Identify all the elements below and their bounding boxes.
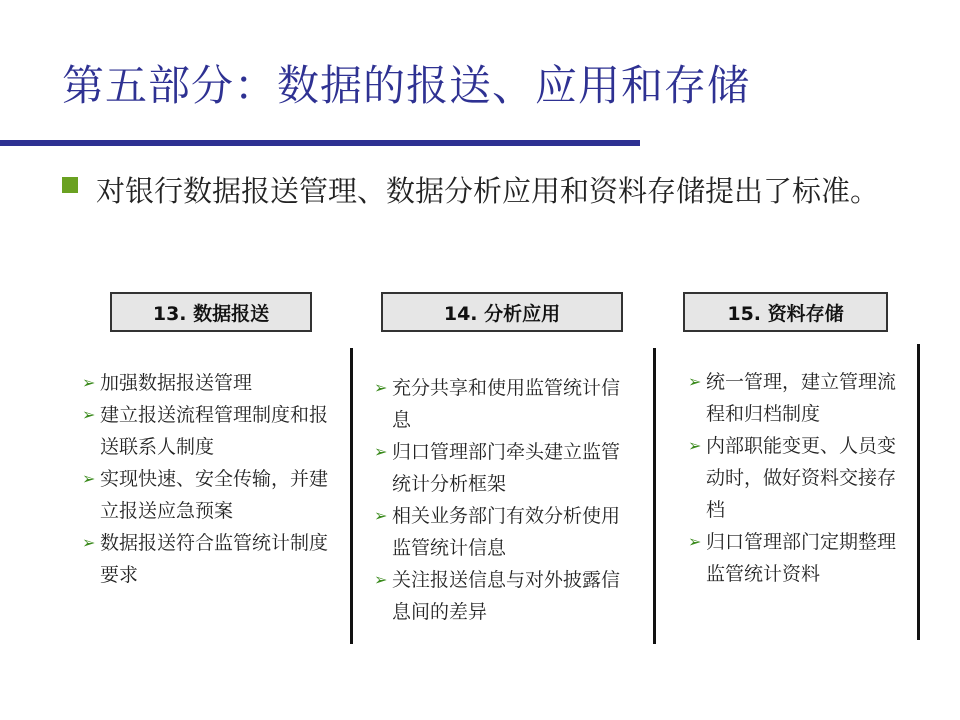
square-bullet-icon (62, 177, 78, 193)
summary-bullet (62, 166, 912, 216)
column-header-storage: 15. 资料存储 (683, 292, 888, 332)
slide-title: 第五部分：数据的报送、应用和存储 (62, 61, 751, 110)
arrow-bullet-icon: ➢ (688, 436, 702, 455)
summary-text: 对银行数据报送管理、数据分析应用和资料存储提出了标准。 (96, 174, 880, 208)
list-item: ➢ 实现快速、安全传输，并建立报送应急预案 (82, 463, 344, 527)
arrow-bullet-icon: ➢ (374, 378, 388, 397)
title-underline (0, 140, 640, 146)
list-item: ➢ 建立报送流程管理制度和报送联系人制度 (82, 399, 344, 463)
column-body-report (82, 367, 344, 591)
arrow-bullet-icon: ➢ (374, 570, 388, 589)
arrow-bullet-icon: ➢ (688, 372, 702, 391)
column-header-report: 13. 数据报送 (110, 292, 312, 332)
arrow-bullet-icon: ➢ (82, 533, 96, 552)
arrow-bullet-icon: ➢ (82, 373, 96, 392)
arrow-bullet-icon: ➢ (82, 405, 96, 424)
list-item: ➢ 数据报送符合监管统计制度要求 (82, 527, 344, 591)
list-item: ➢ 相关业务部门有效分析使用监管统计信息 (374, 500, 636, 564)
arrow-bullet-icon: ➢ (82, 469, 96, 488)
column-body-analysis (374, 372, 636, 628)
column-header-analysis: 14. 分析应用 (381, 292, 623, 332)
arrow-bullet-icon: ➢ (688, 532, 702, 551)
column-divider (350, 348, 353, 644)
list-item: ➢ 充分共享和使用监管统计信息 (374, 372, 636, 436)
list-item: ➢ 内部职能变更、人员变动时，做好资料交接存档 (688, 430, 903, 526)
list-item: ➢ 加强数据报送管理 (82, 367, 344, 399)
column-body-storage (688, 366, 903, 590)
list-item: ➢ 统一管理，建立管理流程和归档制度 (688, 366, 903, 430)
list-item: ➢ 关注报送信息与对外披露信息间的差异 (374, 564, 636, 628)
list-item: ➢ 归口管理部门牵头建立监管统计分析框架 (374, 436, 636, 500)
column-divider (917, 344, 920, 640)
column-divider (653, 348, 656, 644)
list-item: ➢ 归口管理部门定期整理监管统计资料 (688, 526, 903, 590)
arrow-bullet-icon: ➢ (374, 506, 388, 525)
arrow-bullet-icon: ➢ (374, 442, 388, 461)
